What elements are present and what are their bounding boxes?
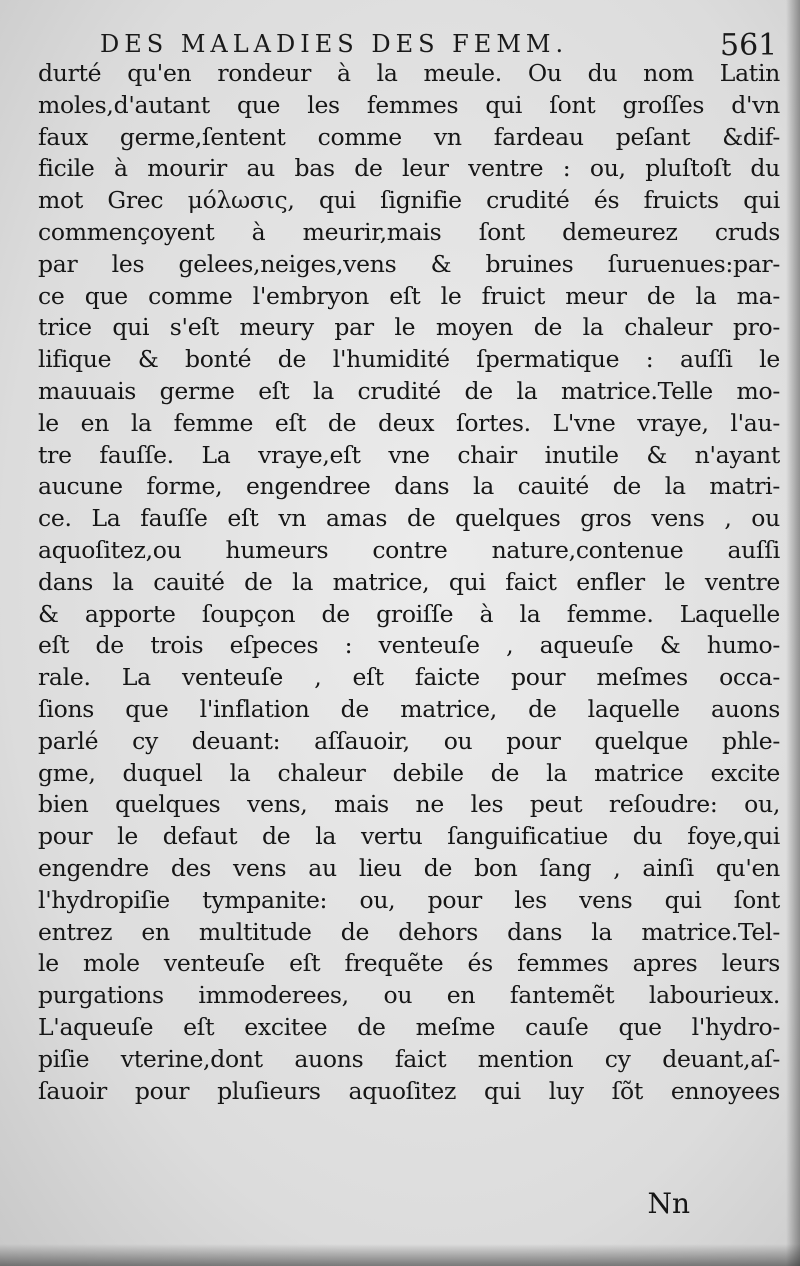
text-line: tre fauſſe. La vraye,eſt vne chair inutile & n'ayant xyxy=(38,440,780,469)
text-line: engendre des vens au lieu de bon ſang , ainſi qu'en xyxy=(38,853,780,882)
text-line: commençoyent à meurir,mais ſont demeurez cruds xyxy=(38,217,780,246)
text-line: par les gelees,neiges,vens & bruines ſuruenues:par- xyxy=(38,249,780,278)
text-line: rale. La venteuſe , eſt faicte pour meſmes occa- xyxy=(38,663,780,692)
text-line: L'aqueuſe eſt excitee de meſme cauſe que l'hydro- xyxy=(38,1012,780,1041)
text-line: aquoſitez,ou humeurs contre nature,contenue auſſi xyxy=(38,535,780,564)
text-line: ficile à mourir au bas de leur ventre : ou, pluſtoſt du xyxy=(38,154,780,183)
text-line: parlé cy deuant: aſſauoir, ou pour quelque phle- xyxy=(38,726,780,755)
text-line: mot Grec μόλωσις, qui ſignifie crudité és fruicts qui xyxy=(38,186,780,215)
text-line: l'hydropiſie tympanite: ou, pour les vens qui ſont xyxy=(38,885,780,914)
text-line: entrez en multitude de dehors dans la matrice.Tel- xyxy=(38,917,780,946)
running-title: DES MALADIES DES FEMM. xyxy=(100,30,569,58)
text-line: ce. La fauſſe eſt vn amas de quelques gros vens , ou xyxy=(38,504,780,533)
text-line: eſt de trois eſpeces : venteuſe , aqueuſe & humo- xyxy=(38,631,780,660)
text-line: moles,d'autant que les femmes qui ſont groſſes d'vn xyxy=(38,90,780,119)
text-line: purgations immoderees, ou en fantemẽt labourieux. xyxy=(38,981,780,1010)
text-line: ſions que l'inflation de matrice, de laquelle auons xyxy=(38,694,780,723)
text-line: ſauoir pour pluſieurs aquoſitez qui luy ſõt ennoyees xyxy=(38,1076,780,1105)
text-line: gme, duquel la chaleur debile de la matrice excite xyxy=(38,758,780,787)
signature-mark: Nn xyxy=(647,1187,690,1220)
text-line: pour le defaut de la vertu ſanguificatiue du foye,qui xyxy=(38,822,780,851)
text-line: dans la cauité de la matrice, qui faict enfler le ventre xyxy=(38,567,780,596)
text-line: aucune forme, engendree dans la cauité de la matri- xyxy=(38,472,780,501)
page-number: 561 xyxy=(720,28,778,63)
text-line: trice qui s'eſt meury par le moyen de la chaleur pro- xyxy=(38,313,780,342)
text-line: piſie vterine,dont auons faict mention cy deuant,aſ- xyxy=(38,1044,780,1073)
text-line: & apporte ſoupçon de groiſſe à la femme. Laquelle xyxy=(38,599,780,628)
text-line: durté qu'en rondeur à la meule. Ou du nom Latin xyxy=(38,59,780,87)
page-bottom-shadow xyxy=(0,1244,800,1266)
text-line: mauuais germe eſt la crudité de la matrice.Telle mo- xyxy=(38,376,780,405)
page-edge-shadow xyxy=(786,0,800,1266)
text-line: lifique & bonté de l'humidité ſpermatique : auſſi le xyxy=(38,345,780,374)
text-line: le mole venteuſe eſt frequẽte és femmes apres leurs xyxy=(38,949,780,978)
text-line: faux germe,ſentent comme vn fardeau peſant &dif- xyxy=(38,122,780,151)
text-line: ce que comme l'embryon eſt le fruict meur de la ma- xyxy=(38,281,780,310)
text-line: bien quelques vens, mais ne les peut reſoudre: ou, xyxy=(38,790,780,819)
text-line: le en la femme eſt de deux ſortes. L'vne vraye, l'au- xyxy=(38,408,780,437)
body-text xyxy=(38,58,780,1107)
